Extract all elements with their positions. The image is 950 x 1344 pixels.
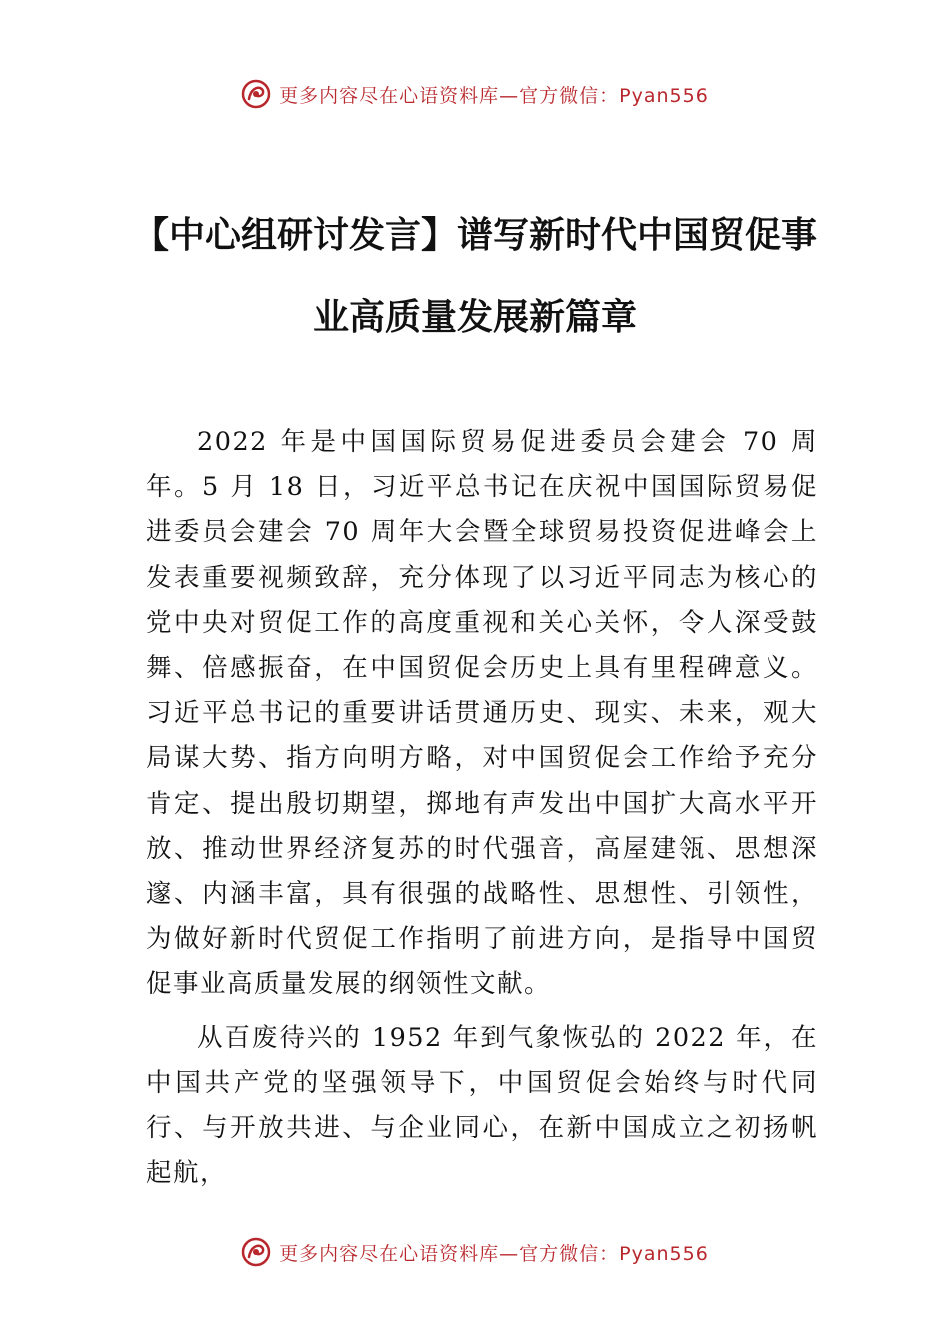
paragraph-1: 2022 年是中国国际贸易促进委员会建会 70 周年。5 月 18 日，习近平总书记在庆祝中国国际贸易促进委员会建会 70 周年大会暨全球贸易投资促进峰会上发表重要视频致辞，充分体现了以习近平同志为核心的党中央对贸促工作的高度重视和关心关怀，令人深受鼓舞、倍感振奋，在中国贸促会历史上具有里程碑意义。习近平总书记的重要讲话贯通历史、现实、未来，观大局谋大势、指方向明方略，对中国贸促会工作给予充分肯定、提出殷切期望，掷地有声发出中国扩大高水平开放、推动世界经济复苏的时代强音，高屋建瓴、思想深邃、内涵丰富，具有很强的战略性、思想性、引领性，为做好新时代贸促工作指明了前进方向，是指导中国贸促事业高质量发展的纲领性文献。 <box>146 427 818 1000</box>
title-line-1: 【中心组研讨发言】谱写新时代中国贸促事 <box>132 215 817 256</box>
red-swirl-logo-icon <box>241 79 271 109</box>
footer-banner-text: 更多内容尽在心语资料库—官方微信：Pyan556 <box>279 1242 709 1265</box>
header-banner-text: 更多内容尽在心语资料库—官方微信：Pyan556 <box>279 84 709 107</box>
header-banner <box>0 74 950 114</box>
document-body <box>146 420 818 1204</box>
paragraph-2: 从百废待兴的 1952 年到气象恢弘的 2022 年，在中国共产党的坚强领导下，中国贸促会始终与时代同行、与开放共进、与企业同心，在新中国成立之初扬帆起航， <box>146 1022 818 1189</box>
document-title <box>100 195 850 359</box>
red-swirl-logo-icon <box>241 1237 271 1267</box>
title-line-2: 业高质量发展新篇章 <box>312 297 637 338</box>
footer-banner <box>0 1232 950 1272</box>
